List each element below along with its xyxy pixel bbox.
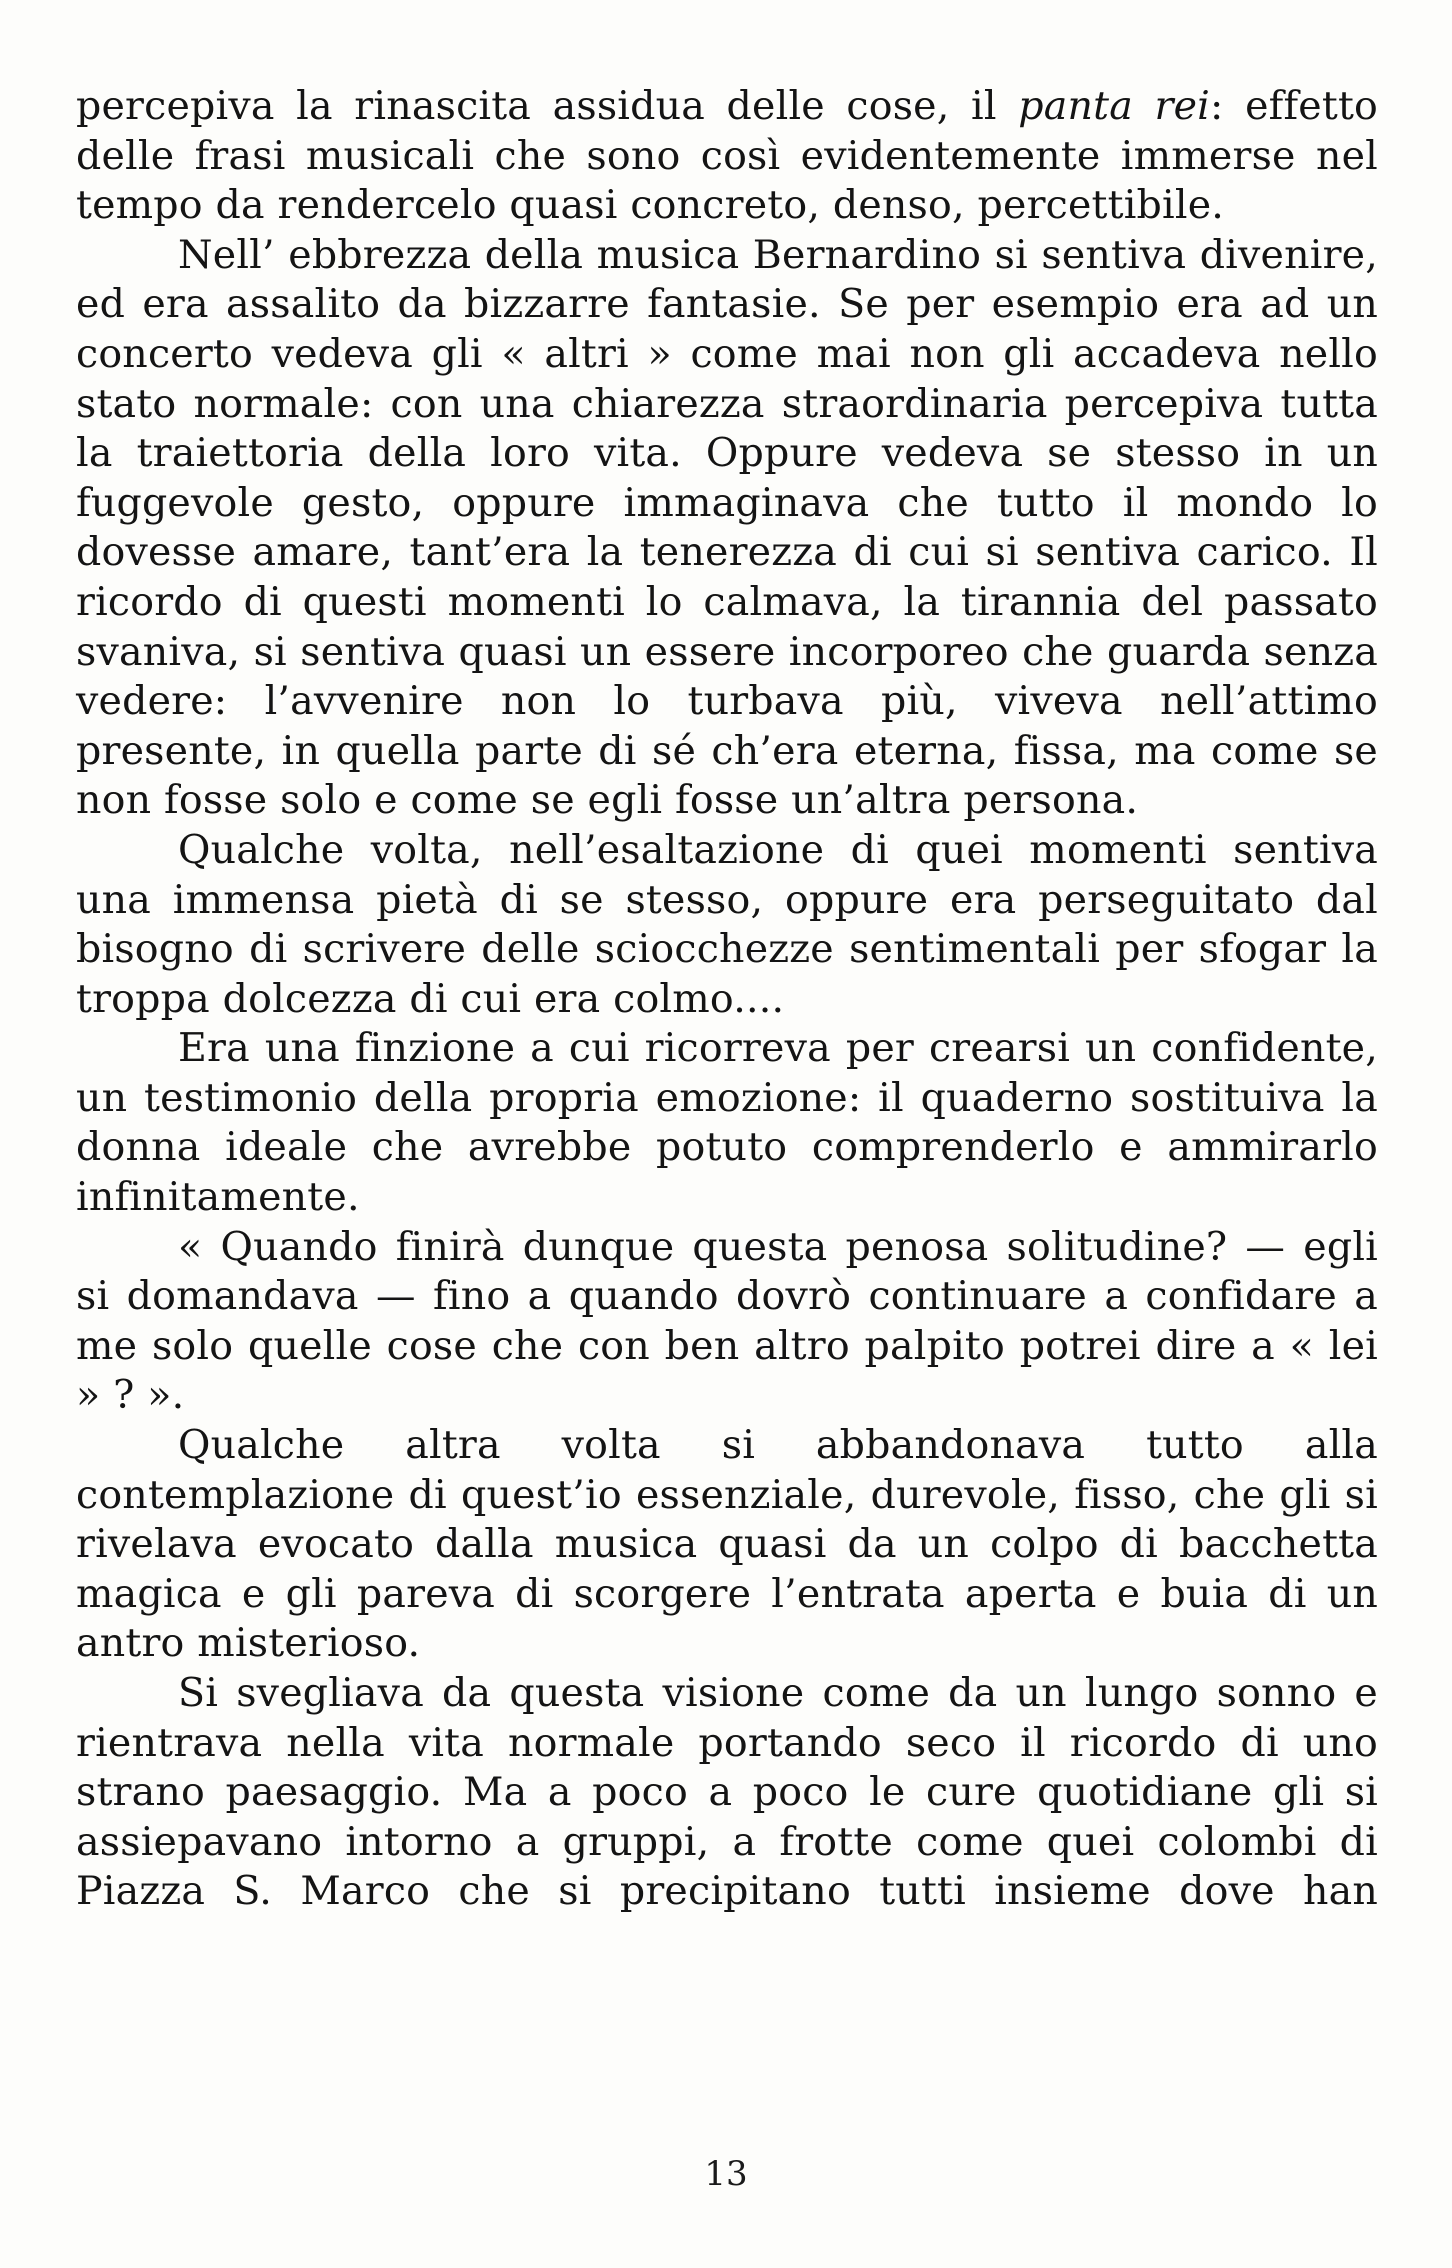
paragraph-2: Nell’ ebbrezza della musica Bernardino si sentiva divenire, ed era assalito da bizzarre fantasie. Se per esempio era ad un concerto vedeva gli « altri » come mai non gli accadeva nello stato normale: con una chiarezza straordinaria percepiva tutta la traiettoria della loro vita. Oppure vedeva se stesso in un fuggevole gesto, oppure immaginava che tutto il mondo lo dovesse amare, tant’era la tenerezza di cui si sentiva carico. Il ricordo di questi momenti lo calmava, la tirannia del passato svaniva, si sentiva quasi un essere incorporeo che guarda senza vedere: l’avvenire non lo turbava più, viveva nell’attimo presente, in quella parte di sé ch’era eterna, fissa, ma come se non fosse solo e come se egli fosse un’altra persona. [76,231,1378,824]
paragraph-1 [76,82,1378,231]
body-text [76,82,1378,1917]
paragraph-4: Era una finzione a cui ricorreva per crearsi un confidente, un testimonio della propria emozione: il quaderno sostituiva la donna ideale che avrebbe potuto comprenderlo e ammirarlo infinitamente. [76,1025,1378,1221]
paragraph-1-text-b: : effetto delle frasi musicali che sono così evidentemente immerse nel tempo da rendercelo quasi concreto, denso, percettibile. [76,83,1379,229]
paragraph-5: « Quando finirà dunque questa penosa solitudine? — egli si domandava — fino a quando dovrò continuare a confidare a me solo quelle cose che con ben altro palpito potrei dire a « lei » ? ». [76,1223,1378,1419]
paragraph-6: Qualche altra volta si abbandonava tutto alla contemplazione di quest’io essenziale, durevole, fisso, che gli si rivelava evocato dalla musica quasi da un colpo di bacchetta magica e gli pareva di scorgere l’entrata aperta e buia di un antro misterioso. [76,1422,1378,1667]
paragraph-1-text-a: percepiva la rinascita assidua delle cose, il [76,83,1019,129]
italic-phrase: panta rei [1018,83,1211,129]
page-number: 13 [704,2154,748,2194]
paragraph-3: Qualche volta, nell’esaltazione di quei momenti sentiva una immensa pietà di se stesso, oppure era perseguitato dal bisogno di scrivere delle sciocchezze sentimentali per sfogar la troppa dolcezza di cui era colmo.... [76,826,1378,1022]
paragraph-7: Si svegliava da questa visione come da un lungo sonno e rientrava nella vita normale portando seco il ricordo di uno strano paesaggio. Ma a poco a poco le cure quotidiane gli si assiepavano intorno a gruppi, a frotte come quei colombi di Piazza S. Marco che si precipitano tutti insieme dove han [76,1670,1378,1915]
